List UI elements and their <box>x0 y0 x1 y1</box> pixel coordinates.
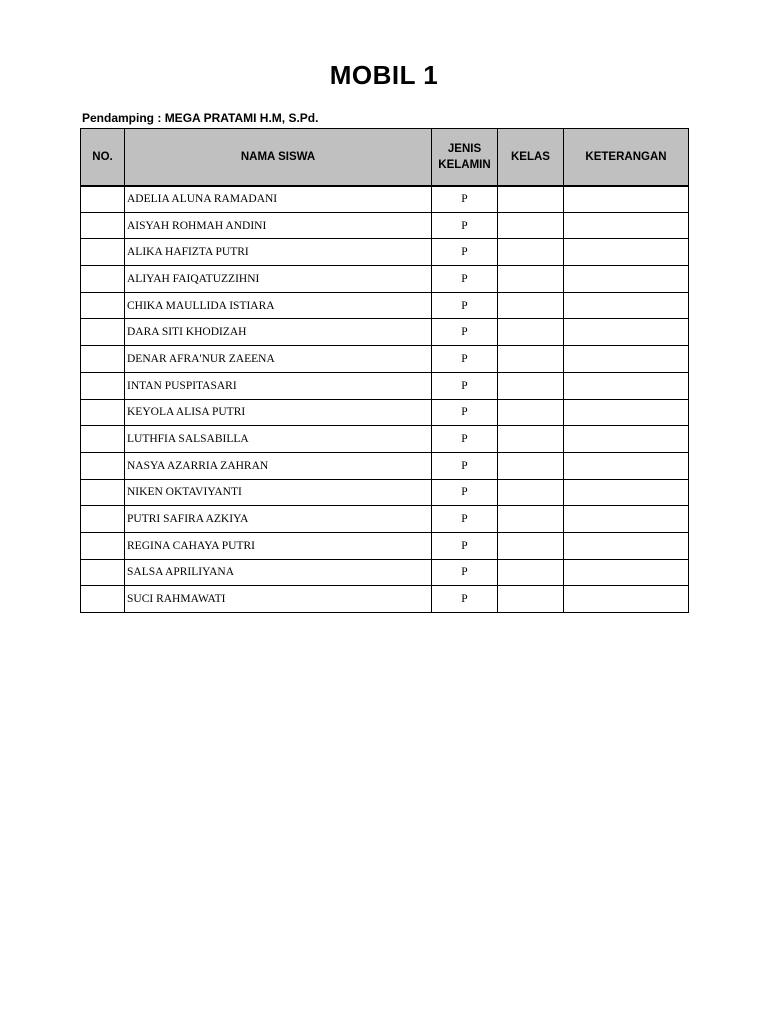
cell-jenis-kelamin: P <box>432 319 498 346</box>
cell-keterangan <box>564 559 689 586</box>
table-row <box>81 426 689 453</box>
cell-keterangan <box>564 292 689 319</box>
cell-jenis-kelamin: P <box>432 426 498 453</box>
table-row <box>81 506 689 533</box>
pendamping-separator: : <box>154 111 165 125</box>
table-row <box>81 346 689 373</box>
cell-no <box>81 452 125 479</box>
cell-keterangan <box>564 586 689 613</box>
table-row <box>81 586 689 613</box>
cell-kelas <box>498 372 564 399</box>
cell-jenis-kelamin: P <box>432 292 498 319</box>
cell-kelas <box>498 479 564 506</box>
cell-no <box>81 212 125 239</box>
cell-jenis-kelamin: P <box>432 532 498 559</box>
cell-kelas <box>498 532 564 559</box>
cell-nama-siswa: NASYA AZARRIA ZAHRAN <box>125 452 432 479</box>
cell-kelas <box>498 292 564 319</box>
cell-kelas <box>498 346 564 373</box>
cell-no <box>81 532 125 559</box>
pendamping-value: MEGA PRATAMI H.M, S.Pd. <box>164 111 319 125</box>
table-body <box>81 186 689 613</box>
cell-kelas <box>498 506 564 533</box>
cell-kelas <box>498 266 564 293</box>
cell-no <box>81 506 125 533</box>
cell-keterangan <box>564 506 689 533</box>
pendamping-line <box>82 111 318 125</box>
header-jenis-line: JENIS <box>447 142 482 155</box>
cell-no <box>81 266 125 293</box>
cell-nama-siswa: SALSA APRILIYANA <box>125 559 432 586</box>
cell-no <box>81 186 125 213</box>
cell-keterangan <box>564 372 689 399</box>
header-jenis-kelamin <box>432 129 498 186</box>
cell-nama-siswa: LUTHFIA SALSABILLA <box>125 426 432 453</box>
cell-kelas <box>498 212 564 239</box>
cell-kelas <box>498 186 564 213</box>
cell-nama-siswa: INTAN PUSPITASARI <box>125 372 432 399</box>
cell-jenis-kelamin: P <box>432 506 498 533</box>
cell-keterangan <box>564 399 689 426</box>
cell-no <box>81 399 125 426</box>
cell-jenis-kelamin: P <box>432 186 498 213</box>
cell-no <box>81 426 125 453</box>
cell-no <box>81 319 125 346</box>
cell-keterangan <box>564 346 689 373</box>
table-row <box>81 399 689 426</box>
cell-kelas <box>498 319 564 346</box>
cell-jenis-kelamin: P <box>432 452 498 479</box>
cell-no <box>81 479 125 506</box>
cell-nama-siswa: REGINA CAHAYA PUTRI <box>125 532 432 559</box>
table-row <box>81 212 689 239</box>
cell-keterangan <box>564 452 689 479</box>
cell-nama-siswa: CHIKA MAULLIDA ISTIARA <box>125 292 432 319</box>
cell-keterangan <box>564 266 689 293</box>
cell-nama-siswa: KEYOLA ALISA PUTRI <box>125 399 432 426</box>
cell-jenis-kelamin: P <box>432 399 498 426</box>
cell-nama-siswa: PUTRI SAFIRA AZKIYA <box>125 506 432 533</box>
header-kelas: KELAS <box>498 129 564 186</box>
header-keterangan: KETERANGAN <box>564 129 689 186</box>
cell-nama-siswa: ALIKA HAFIZTA PUTRI <box>125 239 432 266</box>
cell-keterangan <box>564 479 689 506</box>
pendamping-label: Pendamping <box>82 111 155 125</box>
cell-kelas <box>498 559 564 586</box>
cell-no <box>81 372 125 399</box>
cell-jenis-kelamin: P <box>432 346 498 373</box>
header-kelamin-line: KELAMIN <box>438 158 491 171</box>
table-row <box>81 239 689 266</box>
cell-no <box>81 346 125 373</box>
cell-keterangan <box>564 212 689 239</box>
cell-jenis-kelamin: P <box>432 239 498 266</box>
cell-keterangan <box>564 319 689 346</box>
cell-jenis-kelamin: P <box>432 586 498 613</box>
cell-nama-siswa: NIKEN OKTAVIYANTI <box>125 479 432 506</box>
cell-nama-siswa: AISYAH ROHMAH ANDINI <box>125 212 432 239</box>
table-row <box>81 559 689 586</box>
cell-nama-siswa: SUCI RAHMAWATI <box>125 586 432 613</box>
cell-keterangan <box>564 186 689 213</box>
cell-jenis-kelamin: P <box>432 266 498 293</box>
cell-keterangan <box>564 426 689 453</box>
cell-nama-siswa: DARA SITI KHODIZAH <box>125 319 432 346</box>
cell-jenis-kelamin: P <box>432 559 498 586</box>
table-row <box>81 186 689 213</box>
cell-no <box>81 586 125 613</box>
cell-kelas <box>498 399 564 426</box>
cell-keterangan <box>564 532 689 559</box>
table-header-row <box>81 129 689 186</box>
cell-jenis-kelamin: P <box>432 479 498 506</box>
cell-keterangan <box>564 239 689 266</box>
header-nama-siswa: NAMA SISWA <box>125 129 432 186</box>
cell-kelas <box>498 426 564 453</box>
cell-kelas <box>498 586 564 613</box>
cell-jenis-kelamin: P <box>432 372 498 399</box>
student-table <box>80 128 689 613</box>
cell-nama-siswa: DENAR AFRA'NUR ZAEENA <box>125 346 432 373</box>
cell-no <box>81 292 125 319</box>
cell-nama-siswa: ADELIA ALUNA RAMADANI <box>125 186 432 213</box>
cell-jenis-kelamin: P <box>432 212 498 239</box>
table-row <box>81 452 689 479</box>
table-row <box>81 532 689 559</box>
header-no: NO. <box>81 129 125 186</box>
cell-kelas <box>498 452 564 479</box>
table-row <box>81 479 689 506</box>
cell-no <box>81 559 125 586</box>
page-title: MOBIL 1 <box>329 60 439 90</box>
cell-no <box>81 239 125 266</box>
table-row <box>81 319 689 346</box>
table-row <box>81 372 689 399</box>
cell-kelas <box>498 239 564 266</box>
table-row <box>81 292 689 319</box>
cell-nama-siswa: ALIYAH FAIQATUZZIHNI <box>125 266 432 293</box>
table-row <box>81 266 689 293</box>
